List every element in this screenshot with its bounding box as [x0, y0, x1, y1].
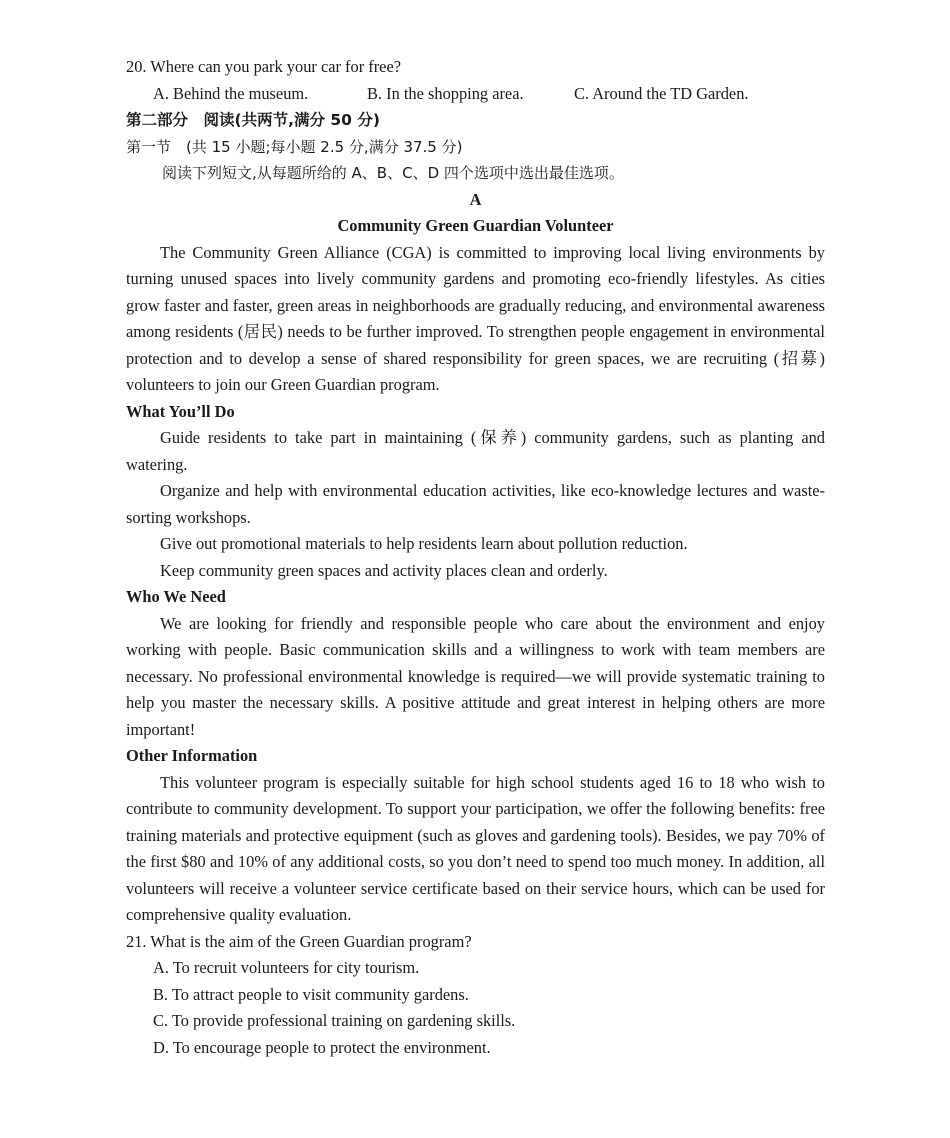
what-item: Give out promotional materials to help residents learn about pollution reduction.	[160, 534, 688, 553]
option-b: B. To attract people to visit community gardens.	[153, 984, 469, 1004]
other-heading: Other Information	[126, 746, 258, 765]
what-heading: What You’ll Do	[126, 401, 235, 421]
passage-letter: A	[469, 189, 482, 209]
option-c: C. To provide professional training on gardening skills.	[153, 1011, 516, 1030]
who-heading: Who We Need	[126, 587, 226, 606]
page-bottom-crop	[0, 1079, 950, 1138]
what-item: Organize and help with environmental education activities, like eco-knowledge lectures and waste-sorting workshops.	[126, 481, 825, 527]
what-item: Keep community green spaces and activity places clean and orderly.	[160, 560, 608, 580]
other-paragraph: This volunteer program is especially suitable for high school students aged 16 to 18 who wish to contribute to community development. To support your participation, we offer the following benefits: free training materials and protective equipment (such as gloves and gardening tools). Besides, we pay 70% of the first $80 and 10% of any additional costs, so you don’t need to spend too much money. In addition, all volunteers will receive a volunteer service certificate based on their service hours, which can be used for comprehensive quality evaluation.	[126, 772, 825, 924]
question-21: 21. What is the aim of the Green Guardian program?	[126, 931, 472, 951]
who-paragraph: We are looking for friendly and responsible people who care about the environment and enjoy working with people. Basic communication skills and a willingness to work with team members are necessary. No professional environmental knowledge is required—we will provide systematic training to help you master the necessary skills. A positive attitude and great interest in helping others are more important!	[126, 613, 825, 739]
option-a: A. To recruit volunteers for city tourism.	[153, 958, 420, 977]
what-item: Guide residents to take part in maintaining (保养) community gardens, such as planting and watering.	[126, 428, 825, 474]
option-b: B. In the shopping area.	[367, 83, 524, 103]
question-20: 20. Where can you park your car for free?	[126, 57, 402, 76]
passage-title: Community Green Guardian Volunteer	[337, 216, 614, 235]
intro-paragraph: The Community Green Alliance (CGA) is committed to improving local living environments by turning unused spaces into lively community gardens and promoting eco-friendly lifestyles. As cities grow faster and faster, green areas in neighborhoods are gradually reducing, and environmental awareness among residents (居民) needs to be further improved. To strengthen people engagement in environmental protection and to develop a sense of shared responsibility for green spaces, we are recruiting (招募) volunteers to join our Green Guardian program.	[126, 242, 825, 394]
option-d: D. To encourage people to protect the environment.	[153, 1037, 491, 1057]
question-20-options	[126, 81, 825, 108]
option-a: A. Behind the museum.	[153, 83, 309, 103]
part2-title: 第二部分 阅读(共两节,满分 50 分)	[126, 111, 380, 129]
page-content	[126, 54, 825, 1061]
option-c: C. Around the TD Garden.	[574, 83, 749, 103]
instruction: 阅读下列短文,从每题所给的 A、B、C、D 四个选项中选出最佳选项。	[162, 164, 624, 182]
section1-title: 第一节 (共 15 小题;每小题 2.5 分,满分 37.5 分)	[126, 137, 463, 156]
